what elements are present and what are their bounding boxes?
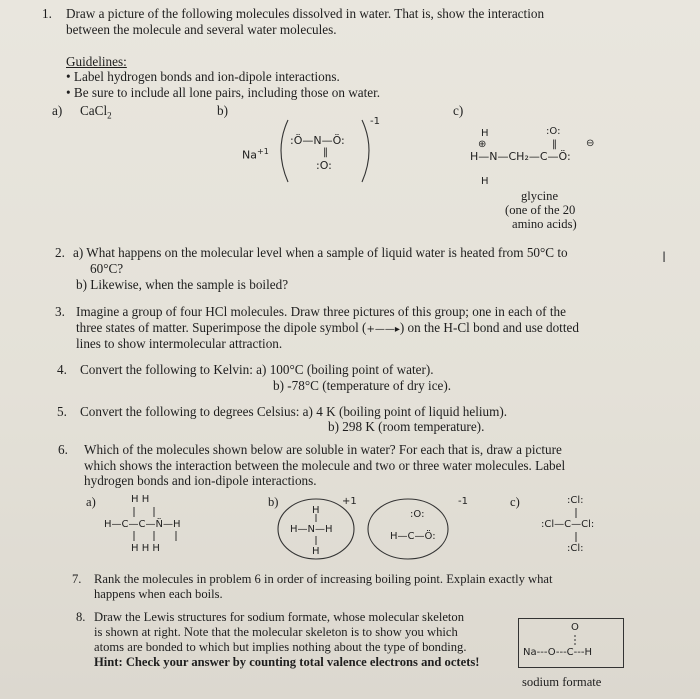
ammonium-top-h: H bbox=[312, 505, 320, 516]
q3-line3: lines to show intermolecular attraction. bbox=[76, 336, 283, 351]
q1-a-formula bbox=[80, 103, 112, 124]
sodium-formate-caption: sodium formate bbox=[522, 675, 602, 689]
q8-line2: is shown at right. Note that the molecular skeleton is to show you which bbox=[94, 625, 458, 639]
q1-guidelines-title: Guidelines: bbox=[66, 54, 127, 69]
q6-line2: which shows the interaction between the molecule and two or three water molecules. Label bbox=[84, 458, 566, 473]
skeleton-main: Na---O---C---H bbox=[523, 647, 593, 658]
q6-line3: hydrogen bonds and ion-dipole interactions. bbox=[84, 473, 317, 488]
q4-line2: b) -78°C (temperature of dry ice). bbox=[273, 378, 452, 393]
q1-line2: between the molecule and several water molecules. bbox=[66, 22, 337, 37]
sodium-formate-skeleton-box bbox=[518, 618, 624, 668]
ammonium-main: H—N—H bbox=[290, 524, 333, 535]
ammonium-bottom-h: H bbox=[312, 546, 320, 557]
q7-line2: happens when each boils. bbox=[94, 587, 223, 601]
q1-bullet2: • Be sure to include all lone pairs, including those on water. bbox=[66, 85, 381, 100]
glycine-o-top: :O: bbox=[546, 126, 561, 137]
formate-charge: -1 bbox=[458, 496, 468, 507]
ccl4-main: :Cl—C—Cl: bbox=[541, 519, 595, 530]
q8-line3: atoms are bonded to which but implies nothing about the type of bonding. bbox=[94, 640, 467, 654]
q3-line2b: ) on the H-Cl bond and use dotted bbox=[399, 320, 579, 335]
ethylamine-top-h: H H bbox=[131, 494, 150, 505]
glycine-plus-charge: ⊕ bbox=[478, 139, 487, 150]
ccl4-vertical-bonds bbox=[570, 506, 590, 546]
q1-b-label: b) bbox=[217, 103, 228, 118]
q2-line3: b) Likewise, when the sample is boiled? bbox=[76, 277, 289, 292]
q8-number: 8. bbox=[76, 610, 86, 624]
q5-number: 5. bbox=[57, 404, 67, 419]
q6-b-label: b) bbox=[268, 495, 279, 509]
glycine-h-bottom: H bbox=[481, 176, 489, 187]
q3-line2 bbox=[76, 320, 579, 337]
q5-line1: Convert the following to degrees Celsius: a) 4 K (boiling point of liquid helium). bbox=[80, 404, 508, 419]
q3-line1: Imagine a group of four HCl molecules. Draw three pictures of this group; one in each of the bbox=[76, 304, 566, 319]
q6-line1: Which of the molecules shown below are soluble in water? For each that is, draw a picture bbox=[84, 442, 562, 457]
glycine-h-top: H bbox=[481, 128, 489, 139]
nitrate-double-bond: ‖ bbox=[323, 147, 328, 158]
ethylamine-bottom-h: H H H bbox=[131, 543, 160, 554]
q2-line1: a) What happens on the molecular level when a sample of liquid water is heated from 50°C to bbox=[73, 245, 568, 260]
dipole-arrow-icon: +——▸ bbox=[366, 324, 400, 335]
q4-line1: Convert the following to Kelvin: a) 100°C (boiling point of water). bbox=[80, 362, 434, 377]
nitrate-charge: -1 bbox=[370, 116, 380, 127]
ccl4-top-cl: :Cl: bbox=[567, 495, 584, 506]
glycine-minus-charge: ⊖ bbox=[586, 138, 595, 149]
glycine-double-bond: ‖ bbox=[552, 139, 557, 150]
q1-a-label: a) bbox=[52, 103, 63, 118]
cacl2-text: CaCl bbox=[80, 103, 108, 118]
text-cursor-icon: I bbox=[662, 250, 667, 266]
glycine-main-chain: H—N—CH₂—C—Ö: bbox=[470, 150, 571, 163]
nitrate-top-row: :Ö—N—Ö: bbox=[290, 134, 345, 147]
q3-number: 3. bbox=[55, 304, 65, 319]
ethylamine-vertical-bonds bbox=[130, 505, 210, 545]
q1-bullet1: • Label hydrogen bonds and ion-dipole interactions. bbox=[66, 69, 340, 84]
q4-number: 4. bbox=[57, 362, 67, 377]
sodium-ion bbox=[242, 147, 269, 162]
formate-main: H—C—Ö: bbox=[390, 531, 436, 542]
glycine-note2: amino acids) bbox=[512, 217, 577, 231]
na-symbol: Na bbox=[242, 148, 257, 162]
na-charge: +1 bbox=[256, 147, 269, 156]
ammonium-charge: +1 bbox=[342, 496, 357, 507]
q5-line2: b) 298 K (room temperature). bbox=[328, 419, 485, 434]
q1-c-label: c) bbox=[453, 103, 464, 118]
glycine-note1: (one of the 20 bbox=[505, 203, 576, 217]
ccl4-bottom-cl: :Cl: bbox=[567, 543, 584, 554]
glycine-caption: glycine bbox=[521, 189, 559, 203]
q3-line2a: three states of matter. Superimpose the dipole symbol ( bbox=[76, 320, 367, 335]
q8-line1: Draw the Lewis structures for sodium formate, whose molecular skeleton bbox=[94, 610, 465, 624]
q6-number: 6. bbox=[58, 442, 68, 457]
q6-a-label: a) bbox=[86, 495, 96, 509]
ethylamine-main: H—C—C—N̈—H bbox=[104, 519, 181, 530]
cacl2-subscript: 2 bbox=[107, 110, 112, 121]
q1-number: 1. bbox=[42, 6, 52, 21]
nitrate-bottom-o: :O: bbox=[316, 159, 332, 172]
q6-c-label: c) bbox=[510, 495, 520, 509]
q2-number: 2. bbox=[55, 245, 65, 260]
q8-hint: Hint: Check your answer by counting total valence electrons and octets! bbox=[94, 655, 480, 669]
q2-line2: 60°C? bbox=[90, 261, 124, 276]
q1-line1: Draw a picture of the following molecules dissolved in water. That is, show the interaction bbox=[66, 6, 545, 21]
q7-line1: Rank the molecules in problem 6 in order of increasing boiling point. Explain exactly what bbox=[94, 572, 553, 586]
formate-top-o: :O: bbox=[410, 509, 425, 520]
skeleton-o-top: O bbox=[571, 622, 579, 633]
q7-number: 7. bbox=[72, 572, 82, 586]
